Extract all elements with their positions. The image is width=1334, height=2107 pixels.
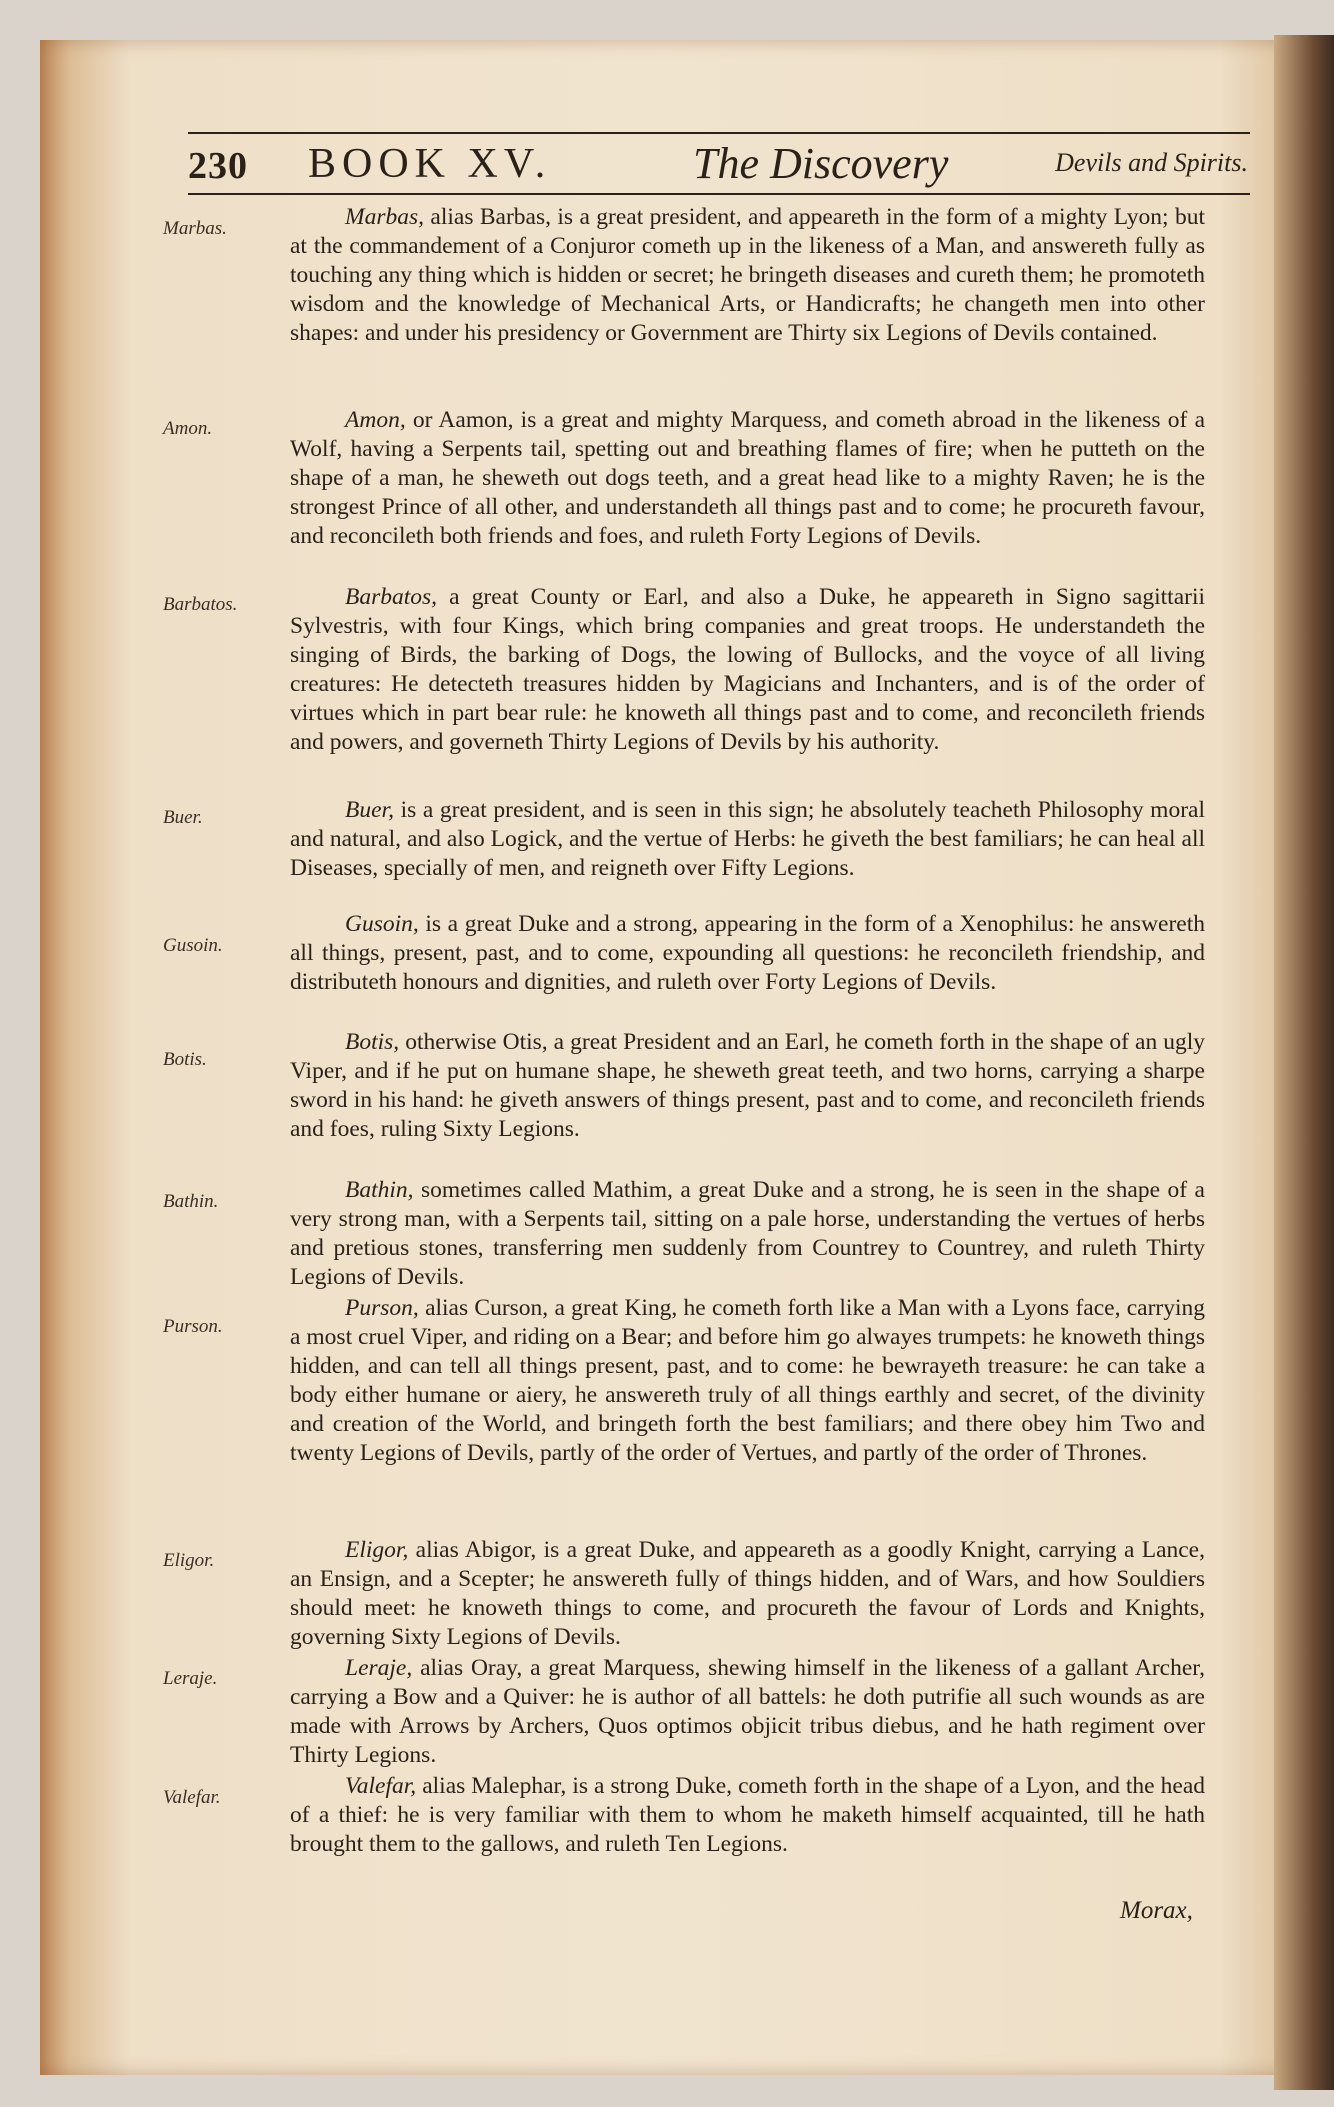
entry-text: alias Abigor, is a great Duke, and appeareth as a goodly Knight, carrying a Lance, an Ensign, and a Scepter; he answereth fully of things hidden, and of Wars, and how Souldiers should meet: he knoweth things to come, and procureth the favour of Lords and Knights, governing Sixty Legions of Devils.: [290, 1537, 1205, 1650]
entry-name: Gusoin,: [345, 911, 419, 937]
margin-note: Eligor.: [163, 1550, 215, 1571]
entry-name: Buer,: [345, 797, 394, 823]
entry-valefar: [290, 1772, 1205, 1859]
entry-eligor: [290, 1536, 1205, 1652]
entry-text: a great County or Earl, and also a Duke, he appeareth in Signo sagittarii Sylvestris, with four Kings, which bring companies and great troops. He understandeth the singing of Birds, the barking of Dogs, the lowing of Bullocks, and the voyce of all living creatures: He detecteth treasures hidden by Magicians and Inchanters, and is of the order of virtues which in part bear rule: he knoweth all things past and to come, and reconcileth friends and powers, and governeth Thirty Legions of Devils by his authority.: [290, 584, 1206, 755]
margin-note: Valefar.: [163, 1787, 221, 1808]
entry-text: is a great president, and is seen in this sign; he absolutely teacheth Philosophy moral and natural, and also Logick, and the vertue of Herbs: he giveth the best familiars; he can heal all Diseases, specially of men, and reigneth over Fifty Legions.: [290, 797, 1205, 881]
entry-bathin: [290, 1176, 1205, 1292]
entry-amon: [290, 406, 1205, 551]
entry-text: sometimes called Mathim, a great Duke and a strong, he is seen in the shape of a very strong man, with a Serpents tail, sitting on a pale horse, understanding the vertues of herbs and pretious stones, transferring men suddenly from Countrey to Countrey, and ruleth Thirty Legions of Devils.: [290, 1177, 1205, 1290]
entry-text: or Aamon, is a great and mighty Marquess, and cometh abroad in the likeness of a Wolf, having a Serpents tail, spetting out and breathing flames of fire; when he putteth on the shape of a man, he sheweth out dogs teeth, and a great head like to a mighty Raven; he is the strongest Prince of all other, and understandeth all things past and to come; he procureth favour, and reconcileth both friends and foes, and ruleth Forty Legions of Devils.: [290, 407, 1205, 549]
entry-name: Eligor,: [345, 1537, 409, 1563]
entry-gusoin: [290, 910, 1205, 997]
book-spine: [1274, 35, 1334, 2090]
entry-name: Valefar,: [345, 1773, 417, 1799]
margin-note: Marbas.: [163, 218, 227, 239]
entry-text: otherwise Otis, a great President and an Earl, he cometh forth in the shape of an ugly Viper, and if he put on humane shape, he sheweth great teeth, and two horns, carrying a sharpe sword in his hand: he giveth answers of things present, past and to come, and reconcileth friends and foes, ruling Sixty Legions.: [290, 1029, 1206, 1142]
page-number: 230: [188, 145, 248, 187]
entry-text: alias Oray, a great Marquess, shewing himself in the likeness of a gallant Archer, carrying a Bow and a Quiver: he is author of all battels: he doth putrifie all such wounds as are made with Arrows by Archers, Quos optimos objicit tribus diebus, and he hath regiment over Thirty Legions.: [290, 1655, 1206, 1768]
entry-botis: [290, 1028, 1205, 1144]
entry-leraje: [290, 1654, 1205, 1770]
margin-note: Purson.: [163, 1316, 223, 1337]
margin-note: Barbatos.: [163, 594, 238, 615]
margin-note: Botis.: [163, 1049, 207, 1070]
margin-note: Gusoin.: [163, 935, 223, 956]
running-head: [188, 140, 1248, 188]
entry-purson: [290, 1294, 1205, 1468]
entry-barbatos: [290, 583, 1205, 757]
entry-name: Bathin,: [345, 1177, 414, 1203]
margin-note: Bathin.: [163, 1191, 219, 1212]
margin-note: Leraje.: [163, 1668, 218, 1689]
entry-text: is a great Duke and a strong, appearing in the form of a Xenophilus: he answereth all things, present, past, and to come, expounding all questions: he reconcileth friendship, and distributeth honours and dignities, and ruleth over Forty Legions of Devils.: [290, 911, 1206, 995]
entry-text: alias Barbas, is a great president, and appeareth in the form of a mighty Lyon; but at the commandement of a Conjuror cometh up in the likeness of a Man, and answereth fully as touching any thing which is hidden or secret; he bringeth diseases and cureth them; he promoteth wisdom and the knowledge of Mechanical Arts, or Handicrafts; he changeth men into other shapes: and under his presidency or Government are Thirty six Legions of Devils contained.: [290, 204, 1206, 346]
entry-name: Botis,: [345, 1029, 400, 1055]
entry-name: Leraje,: [345, 1655, 413, 1681]
entry-buer: [290, 796, 1205, 883]
entry-name: Amon,: [345, 407, 406, 433]
entry-name: Barbatos,: [345, 584, 438, 610]
header-rule-bottom: [188, 193, 1250, 195]
header-rule-top: [188, 132, 1250, 134]
margin-note: Amon.: [163, 418, 213, 439]
margin-note: Buer.: [163, 807, 203, 828]
entry-name: Purson,: [345, 1295, 419, 1321]
entry-text: alias Curson, a great King, he cometh forth like a Man with a Lyons face, carrying a most cruel Viper, and riding on a Bear; and before him go alwayes trumpets: he knoweth things hidden, and can tell all things present, past, and to come: he bewrayeth treasure: he can take a body either humane or aiery, he answereth truly of all things earthly and secret, of the divinity and creation of the World, and bringeth forth the best familiars; and there obey him Two and twenty Legions of Devils, partly of the order of Vertues, and partly of the order of Thrones.: [290, 1295, 1206, 1466]
catchword: Morax,: [1120, 1897, 1193, 1924]
section-label: Devils and Spirits.: [1055, 148, 1248, 177]
entry-marbas: [290, 203, 1205, 348]
entry-text: alias Malephar, is a strong Duke, cometh forth in the shape of a Lyon, and the head of a thief: he is very familiar with them to whom he maketh himself acquainted, till he hath brought them to the gallows, and ruleth Ten Legions.: [290, 1773, 1205, 1857]
running-title: The Discovery: [693, 139, 949, 188]
book-label: BOOK XV.: [308, 141, 552, 187]
entry-name: Marbas,: [345, 204, 424, 230]
